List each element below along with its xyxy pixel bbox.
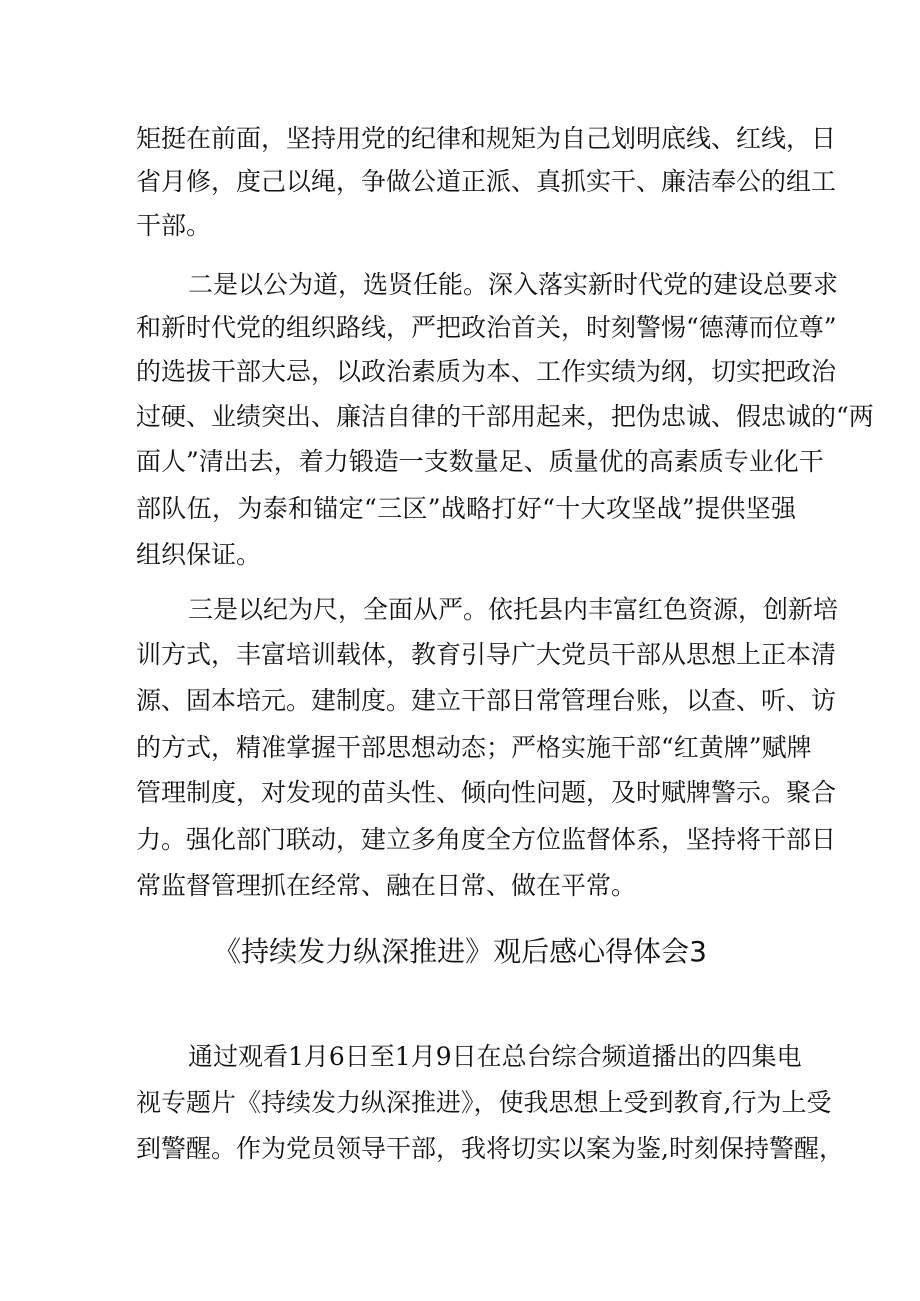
paragraph-3-line-3: 源、固本培元。建制度。建立干部日常管理台账，以查、听、访 (136, 686, 837, 715)
paragraph-2-line-6: 部队伍，为泰和锚定“三区”战略打好“十大攻坚战”提供坚强 (136, 494, 796, 523)
paragraph-2-line-2: 和新时代党的组织路线，严把政治首关，时刻警惕“德薄而位尊” (136, 313, 837, 342)
paragraph-3-line-6: 力。强化部门联动，建立多角度全方位监督体系，坚持将干部日 (136, 825, 837, 854)
paragraph-3-line-7: 常监督管理抓在经常、融在日常、做在平常。 (136, 871, 637, 900)
paragraph-2-line-5: 面人”清出去，着力锻造一支数量足、质量优的高素质专业化干 (136, 447, 824, 476)
paragraph-2-line-4: 过硬、业绩突出、廉洁自律的干部用起来，把伪忠诚、假忠诚的“两 (136, 402, 874, 431)
paragraph-3-line-2: 训方式，丰富培训载体，教育引导广大党员干部从思想上正本清 (136, 640, 837, 669)
paragraph-3-line-4: 的方式，精准掌握干部思想动态；严格实施干部“红黄牌”赋牌 (136, 733, 812, 762)
paragraph-1-line-2: 省月修，度己以绳，争做公道正派、真抓实干、廉洁奉公的组工 (136, 167, 837, 196)
paragraph-2-line-1: 二是以公为道，选贤任能。深入落实新时代党的建设总要求 (188, 270, 839, 299)
paragraph-4-line-2: 视专题片《持续发力纵深推进》，使我思想上受到教育,行为上受 (136, 1088, 832, 1117)
paragraph-3-line-1: 三是以纪为尺，全面从严。依托县内丰富红色资源，创新培 (188, 595, 839, 624)
paragraph-1-line-1: 矩挺在前面，坚持用党的纪律和规矩为自己划明底线、红线，日 (136, 124, 837, 153)
paragraph-3-line-5: 管理制度，对发现的苗头性、倾向性问题，及时赋牌警示。聚合 (136, 778, 837, 807)
paragraph-2-line-3: 的选拔干部大忌，以政治素质为本、工作实绩为纲，切实把政治 (136, 357, 837, 386)
paragraph-4-line-1: 通过观看1月6日至1月9日在总台综合频道播出的四集电 (188, 1042, 802, 1071)
paragraph-4-line-3: 到警醒。作为党员领导干部，我将切实以案为鉴,时刻保持警醒， (136, 1134, 844, 1163)
paragraph-2-line-7: 组织保证。 (136, 540, 262, 569)
paragraph-1-line-3: 干部。 (136, 211, 212, 240)
section-heading: 《持续发力纵深推进》观后感心得体会3 (213, 935, 707, 968)
